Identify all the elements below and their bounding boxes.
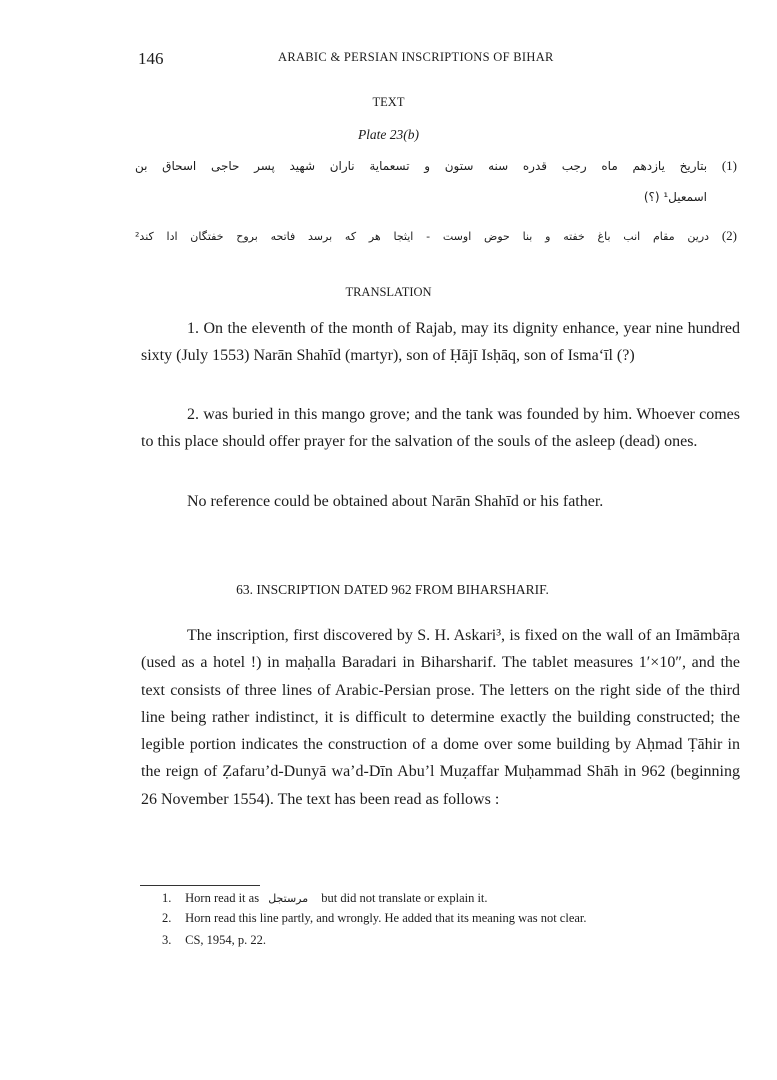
footnote-1-arabic: مرستجل bbox=[268, 892, 309, 905]
inscription-heading: 63. INSCRIPTION DATED 962 FROM BIHARSHARIF. bbox=[236, 582, 549, 597]
translation-heading: TRANSLATION bbox=[345, 285, 432, 299]
arabic-line-2 bbox=[135, 228, 737, 244]
translation-paragraph-3: No reference could be obtained about Narān Shahīd or his father. bbox=[187, 493, 604, 510]
plate-reference: Plate 23(b) bbox=[357, 127, 420, 142]
running-title: ARABIC & PERSIAN INSCRIPTIONS OF BIHAR bbox=[278, 50, 554, 64]
inscription-paragraph: The inscription, first discovered by S. H. Askari³, is fixed on the wall of an Imāmbāṛa (used as a hotel !) in maḥalla Baradari in Biharsharif. The tablet measures 1′×10″, and the text consists of three lines of Arabic-Persian prose. The letters on the right side of the third line being rather indistinct, it is difficult to determine exactly the building constructed; the legible portion indicates the construction of a dome over some building by Aḥmad Ṭāhir in the reign of Ẓafaru’d-Dunyā wa’d-Dīn Abu’l Muẓaffar Muḥammad Shāh in 962 (beginning 26 November 1554). The text has been read as follows : bbox=[141, 627, 740, 808]
arabic-line-2-text: درین مقام انب باغ خفته و بنا حوض اوست - ایثجا هر که برسد فاتحه بروح خفتگان ادا کند² bbox=[135, 230, 710, 243]
footnote-1-before: Horn read it as bbox=[185, 891, 260, 905]
arabic-line-1-text: بتاریخ یازدهم ماه رجب قدره سنه ستون و تسعمایة ناران شهید پسر حاجی اسحاق بن bbox=[135, 159, 708, 173]
arabic-line-2-number: (2) bbox=[721, 228, 737, 243]
footnote-2 bbox=[162, 911, 752, 926]
footnote-2-number: 2. bbox=[162, 911, 172, 925]
translation-paragraph-1: 1. On the eleventh of the month of Rajab, may its dignity enhance, year nine hundred sixty (July 1553) Narān Shahīd (martyr), son of Ḥājī Isḥāq, son of Isma‘īl (?) bbox=[141, 320, 740, 364]
text-heading: TEXT bbox=[372, 95, 405, 109]
footnote-3-number: 3. bbox=[162, 933, 172, 947]
page-number: 146 bbox=[138, 49, 164, 68]
footnote-rule bbox=[140, 885, 260, 886]
arabic-line-1 bbox=[135, 158, 737, 174]
footnote-2-text: Horn read this line partly, and wrongly. He added that its meaning was not clear. bbox=[185, 911, 587, 925]
arabic-line-1-continuation: اسمعیل¹ (؟) bbox=[643, 190, 707, 204]
footnote-1-after: but did not translate or explain it. bbox=[321, 891, 488, 905]
arabic-line-1-number: (1) bbox=[721, 158, 737, 173]
footnote-3-text: CS, 1954, p. 22. bbox=[185, 933, 267, 947]
footnote-1 bbox=[162, 891, 752, 906]
translation-paragraph-2: 2. was buried in this mango grove; and the tank was founded by him. Whoever comes to this place should offer prayer for the salvation of the souls of the asleep (dead) ones. bbox=[141, 406, 740, 450]
footnote-1-number: 1. bbox=[162, 891, 172, 905]
footnote-3 bbox=[162, 933, 752, 948]
